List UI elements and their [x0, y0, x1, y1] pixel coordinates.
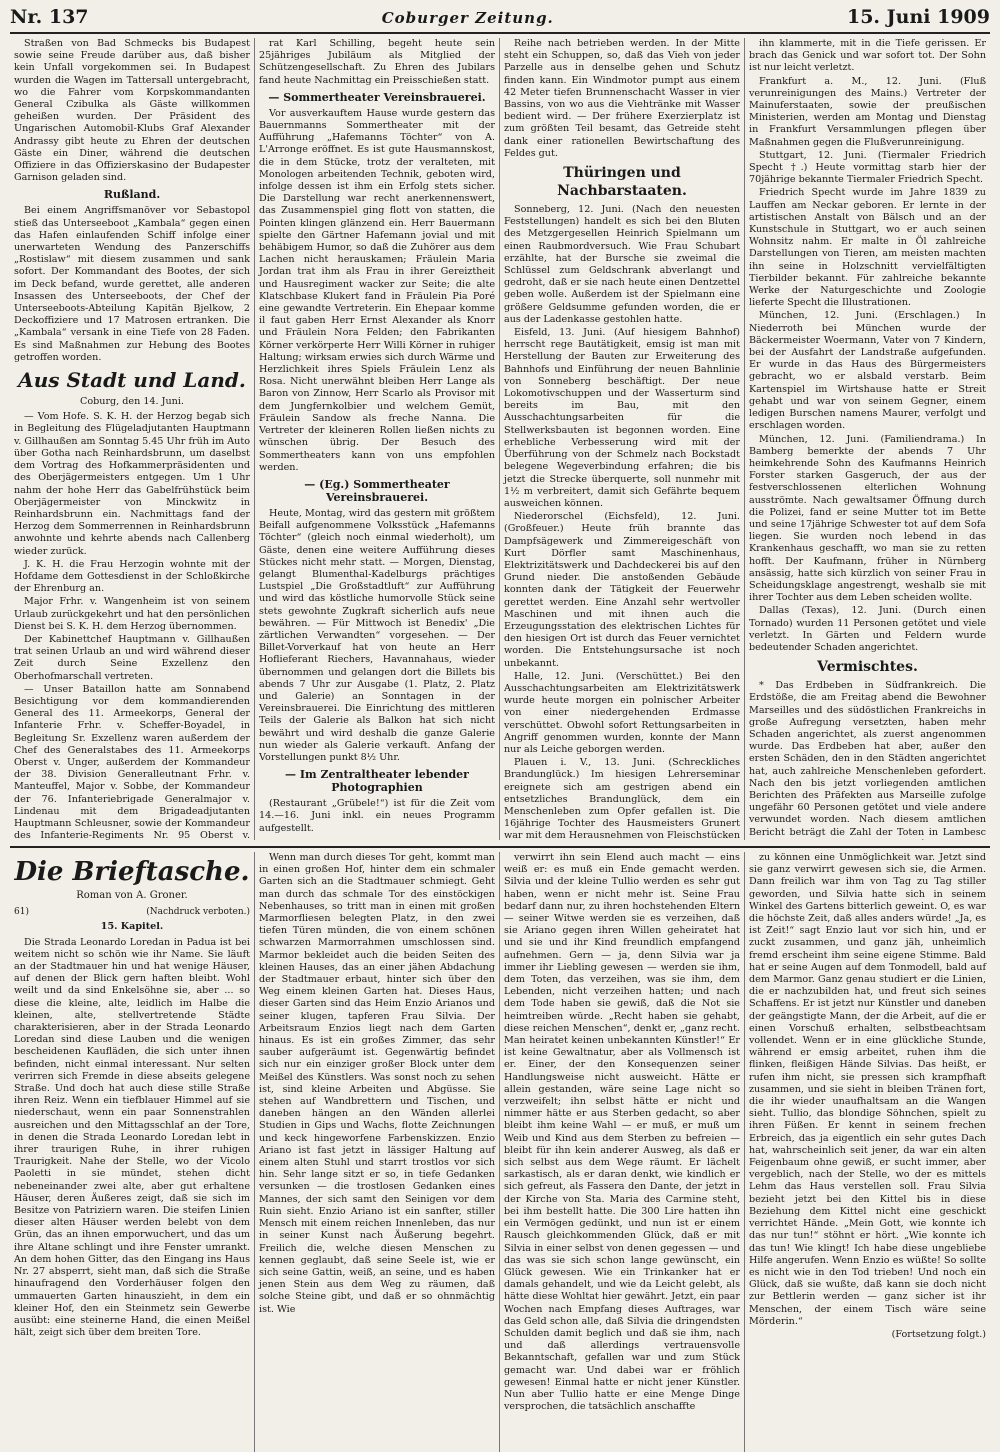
article-text: rat Karl Schilling, begeht heute sein 25jähriges Jubiläum als Mitglied der Schützengesellschaft. Zu Ehren des Jubilars fand heute Nachmittag ein Preisschießen statt.: [259, 38, 495, 86]
article-text: Der Kabinettchef Hauptmann v. Gillhaußen trat seinen Urlaub an und wird während dieser Zeit durch Seine Exzellenz den Oberhofmarschall vertreten.: [14, 633, 250, 682]
section-divider: [10, 846, 990, 848]
article-text: München, 12. Juni. (Erschlagen.) In Niederroth bei München wurde der Bäckermeister Woermann, Vater von 7 Kindern, bei der Ausfahrt der Landstraße aufgefunden. Er wurde in das Haus des Bürgermeisters gebracht, wo er alsbald verstarb. Beim Kartenspiel im Wirtshause hatte er Streit gehabt und war von seinem Gegner, einem ledigen Burschen namens Maurer, verfolgt und erschlagen worden.: [749, 310, 986, 432]
chapter-heading: 15. Kapitel.: [100, 921, 164, 933]
news-column-3: [500, 38, 745, 840]
news-column-1: [10, 38, 255, 840]
novel-text: Die Strada Leonardo Loredan in Padua ist bei weitem nicht so schön wie ihr Name. Sie läuft an der Stadtmauer hin und hat wenige Häuser, auf denen der Blick gern haften bleibt. Wohl weilt und da sind Enkelsöhne sie, aber ... so diese die kleine, alte, leidlich im Halbe die kleinen, alte, stellvertretende Städte charakterisieren, aber in der Strada Leonardo Loredan sind diese Lauben und die wenigen bescheidenen Kaufläden, die sich unter ihnen befinden, nicht einmal interessant. Nur selten verirren sich Fremde in diese abseits gelegene Straße. Und doch hat auch diese stille Straße ihren Reiz. Wenn ein tiefblauer Himmel auf sie niederschaut, wenn ein paar Sonnenstrahlen ausreichen und den Mittagsschlaf an der Tore, in denen die Strada Leonardo Loredan lebt in ihrer traurigen Ruhe, in ihrer ruhigen Traurigkeit. Nahe der Stelle, wo der Vicolo Paoletti in sie mündet, stehen dicht nebeneinander zwei alte, aber gut erhaltene Häuser, deren Äußeres zeigt, daß sie sich im Besitze von Patriziern waren. Die steifen Linien dieser alten Häuser werden belebt von dem Grün, das an ihnen emporwuchert, und das um ihre Altane schlingt und ihre Fenster umrankt. An dem hohen Gitter, das den Eingang ins Haus Nr. 27 absperrt, sieht man, daß sich die Straße hinaufragend den Vorderhäuser folgen den ummauerten Garten hinauszieht, in dem ein kleiner Hof, den ein Steinmetz sein Gewerbe ausübt: eine steinerne Hand, die einen Meißel hält, zeigt sich über dem breiten Tore.: [14, 936, 250, 1339]
issue-number: Nr. 137: [10, 6, 89, 28]
news-section: [10, 38, 990, 840]
article-text: Plauen i. V., 13. Juni. (Schreckliches Brandunglück.) Im hiesigen Lehrerseminar ereignete sich am gestrigen abend ein entsetzliches Brandunglück, dem ein Menschenleben zum Opfer gefallen ist. Die 16jährige Tochter des Hausmeisters Grunert war mit dem Herausnehmen von Fleischstücken: [504, 757, 740, 840]
article-text: (Restaurant „Grübele!“) ist für die Zeit vom 14.—16. Juni inkl. ein neues Programm aufgestellt.: [259, 798, 495, 834]
article-text: Niederorschel (Eichsfeld), 12. Juni. (Großfeuer.) Heute früh brannte das Dampfsägewerk und Zimmereigeschäft von Kurt Dörfler samt Maschinenhaus, Elektrizitätswerk und Dachdeckerei bis auf den Grund nieder. Die anstoßenden Gebäude konnten dank der Tätigkeit der Feuerwehr gerettet werden. Eine Anzahl sehr wertvoller Maschinen und mit ihnen auch die Erzeugungsstation des elektrischen Lichtes für den hiesigen Ort ist durch das Feuer vernichtet worden. Die Entstehungsursache ist noch unbekannt.: [504, 511, 740, 669]
article-text: — Vom Hofe. S. K. H. der Herzog begab sich in Begleitung des Flügeladjutanten Hauptmann v. Gillhaußen am Sonntag 5.45 Uhr früh im Auto über Gotha nach Reinhardsbrunn, um daselbst dem Vortrag des Hofkammerpräsidenten und des Oberjägermeisters entgegen. Um 1 Uhr nahm der hohe Herr das Gabelfrühstück beim Oberjägermeister von Minckwitz in Reinhardsbrunn ein. Nachmittags fand der Herzog dem Sommerrennen in Reinhardsbrunn anwohnte und kehrte abends nach Callenberg wieder zurück.: [14, 411, 250, 557]
section-heading: Thüringen und Nachbarstaaten.: [557, 165, 687, 200]
article-text: — Unser Bataillon hatte am Sonnabend Besichtigung vor dem kommandierenden General des 11. Armeekorps, General der Infanterie Frhr. v. Scheffer-Boyadel, in Begleitung Sr. Exzellenz waren außerdem der Chef des Generalstabes des 11. Armeekorps Oberst v. Unger, außerdem der Kommandeur der 38. Division Generalleutnant Frhr. v. Manteuffel, Major v. Sobbe, der Kommandeur der 76. Infanteriebrigade Generalmajor v. Lindenau mit dem Brigadeadjutanten Hauptmann Schleusner, sowie der Kommandeur des Infanterie-Regiments Nr. 95 Oberst v.: [14, 683, 250, 840]
novel-column-1: [10, 852, 255, 1452]
article-text: J. K. H. die Frau Herzogin wohnte mit der Hofdame dem Gottesdienst in der Schloßkirche der Ehrenburg an.: [14, 558, 250, 595]
feuilleton-section: [10, 852, 990, 1452]
article-text: Stuttgart, 12. Juni. (Tiermaler Friedrich Specht †.) Heute vormittag starb hier der 70jährige bekannte Tiermaler Friedrich Specht.: [749, 149, 986, 186]
article-text: Eisfeld, 13. Juni. (Auf hiesigem Bahnhof) herrscht rege Bautätigkeit, emsig ist man mit Herstellung der Bauten zur Erweiterung des Bahnhofs und Einführung der neuen Bahnlinie von Sonneberg beschäftigt. Der neue Lokomotivschuppen und der Wasserturm sind bereits im Bau, mit den Ausschachtungsarbeiten für die Stellwerksbauten ist begonnen worden. Eine erhebliche Verbesserung wird mit der Überführung von der Schmelz nach Bockstadt belegene Wegeverbindung erfahren; die bis jetzt die Strecke überquerte, soll nunmehr mit 1½ m verbreitert, damit sich Gefährte bequem ausweichen können.: [504, 327, 740, 509]
article-text: Heute, Montag, wird das gestern mit größtem Beifall aufgenommene Volksstück „Hafemanns Töchter“ (gleich noch einmal wiederholt), um Gäste, denen eine weitere Aufführung dieses Stückes nicht mehr statt. — Morgen, Dienstag, gelangt Blumenthal-Kadelburgs prächtiges Lustspiel „Die Großstadtluft“ zur Aufführung und wird das köstliche humorvolle Stück seine stets gewohnte Zugkraft sicherlich aufs neue bewähren. — Für Mittwoch ist Benedix' „Die zärtlichen Verwandten“ vorgesehen. — Der Billet-Vorverkauf hat von heute an Herr Hoflieferant Riechers, Havannahaus, wieder übernommen und gelangen dort die Billets bis abends 7 Uhr zur Ausgabe (1. Platz, 2. Platz und Galerie) an Sonntagen in der Vereinsbrauerei. Die Einrichtung des mittleren Teils der Galerie als Balkon hat sich nicht bewährt und wird deshalb die ganze Galerie nun wieder als Galerie verkauft. Anfang der Vorstellungen punkt 8½ Uhr.: [259, 507, 495, 763]
article-heading: [259, 839, 495, 840]
article-text: ihn klammerte, mit in die Tiefe gerissen. Er brach das Genick und war sofort tot. Der Sohn ist nur leicht verletzt.: [749, 38, 986, 74]
news-column-2: [255, 38, 500, 840]
dateline: Coburg, den 14. Juni.: [80, 396, 184, 408]
novel-text: Wenn man durch dieses Tor geht, kommt man in einen großen Hof, hinter dem ein schmaler Garten sich an die Stadtmauer schmiegt. Geht man durch das schmale Tor des einstöckigen Nebenhauses, so tritt man in einen mit großen Marmorfliesen belegten Platz, in den zwei tiefen Türen münden, die von einem schönen schwarzen Marmorrahmen umschlossen sind. Marmor bekleidet auch die beiden Seiten des kleinen Hauses, das an einer jähen Abdachung der Stadtmauer erbaut, hinter sich über den Weg einem kleinen Garten hat. Dieses Haus, dieser Garten sind das Heim Enzio Arianos und seiner klugen, tapferen Frau Silvia. Der Arbeitsraum Enzios liegt nach dem Garten hinaus. Es ist ein großes Zimmer, das sehr sauber aufgeräumt ist. Gegenwärtig befindet sich nur ein einziger großer Block unter dem Meißel des Künstlers. Was sonst noch zu sehen ist, sind kleine Arbeiten und Abgüsse. Sie stehen auf Wandbrettern und Tischen, und daneben hängen an den Wänden allerlei Studien in Gips und Wachs, flotte Zeichnungen und keck hingeworfene Farbenskizzen. Enzio Ariano ist fast jetzt in lässiger Haltung auf einem alten Stuhl und starrt trostlos vor sich hin. Sehr lange sitzt er so, in tiefe Gedanken versunken — die trostlosen Gedanken eines Mannes, der sich samt den Seinigen vor dem Ruin sieht. Enzio Ariano ist ein sanfter, stiller Mensch mit einem reichen Innenleben, das nur in seiner Kunst nach Äußerung begehrt. Freilich die, welche diesen Menschen zu kennen geglaubt, daß seine Seele ist, wie er sich seine Gattin, weiß, an seine, und es haben jenen Stein aus dem Weg zu räumen, daß solche Steine gibt, und daß er so ohnmächtig ist. Wie: [259, 852, 495, 1315]
novel-column-2: [255, 852, 500, 1452]
article-text: Friedrich Specht wurde im Jahre 1839 zu Lauffen am Neckar geboren. Er lernte in der artistischen Anstalt von Bälsch und an der Kunstschule in Stuttgart, wo er auch seinen Wohnsitz nahm. Er malte in Öl zahlreiche Darstellungen von Tieren, am meisten machten ihn seine in Holzschnitt vervielfältigten Tierbilder bekannt. Für zahlreiche bekannte Werke der Naturgeschichte und Zoologie lieferte Specht die Illustrationen.: [749, 187, 986, 309]
novel-column-4: [745, 852, 990, 1452]
article-text: * Das Erdbeben in Südfrankreich. Die Erdstöße, die am Freitag abend die Bewohner Marseilles und des südöstlichen Frankreichs in große Aufregung versetzten, haben mehr Schaden angerichtet, als zuerst angenommen wurde. Das Erdbeben hat aber, außer den ersten Schäden, den in den Städten angerichtet hat, auch zahlreiche Menschenleben gefordert. Nach den bis jetzt vorliegenden amtlichen Berichten des Präfekten aus Marseille zufolge ungefähr 60 Personen getötet und viele andere verwundet worden. Nach diesem amtlichen Bericht beträgt die Zahl der Toten in Lambesc: [749, 680, 986, 838]
article-heading: — (Eg.) Sommertheater Vereinsbrauerei.: [304, 477, 450, 504]
masthead: [10, 6, 990, 34]
article-text: Reihe nach betrieben werden. In der Mitte steht ein Schuppen, so, daß das Vieh von jeder Parzelle aus in denselbe gehen und Schutz finden kann. Ein Windmotor pumpt aus einem 42 Meter tiefen Brunnenschacht Wasser in vier Bassins, von wo aus die Viehtränke mit Wasser bedient wird. — Der frühere Exerzierplatz ist zum größten Teil besamt, das Getreide steht dank einer rationellen Bewirtschaftung des Feldes gut.: [504, 38, 740, 159]
article-text: Straßen von Bad Schmecks bis Budapest sowie seine Freude darüber aus, daß bisher kein Unfall vorgekommen sei. In Budapest wurden die Wagen im Tattersall untergebracht, wo die Fahrer vom Korpskommandanten General Czibulka als Gäste willkommen geheißen wurden. Der Präsident des Ungarischen Automobil-Klubs Graf Alexander Andrassy gibt heute zu Ehren der deutschen Gäste ein Diner, während die deutschen Offiziere in das Offizierskasino der Budapester Garnison geladen sind.: [14, 38, 250, 184]
newspaper-title: Coburger Zeitung.: [381, 9, 554, 27]
novel-author: Roman von A. Groner.: [76, 890, 188, 901]
novel-title: Die Brieftasche.: [14, 857, 250, 887]
article-text: Major Frhr. v. Wangenheim ist von seinem Urlaub zurückgekehrt und hat den persönlichen Dienst bei S. K. H. dem Herzog übernommen.: [14, 596, 250, 632]
issue-date: 15. Juni 1909: [846, 6, 990, 28]
novel-meta: [14, 906, 250, 918]
article-text: Sonneberg, 12. Juni. (Nach den neuesten Feststellungen) handelt es sich bei den Bluten des Metzgergesellen Heinrich Spielmann um einen Raubmordversuch. Wie Frau Schubart erzählte, hat der Bursche sie zweimal die Schlüssel zum Geldschrank abverlangt und gedroht, daß er sie nach heute einen Dentzettel geben wolle. Außerdem ist der Spielmann eine größere Geldsumme gefunden worden, die er aus der Ladenkasse gestohlen hatte.: [504, 204, 740, 325]
section-heading: Rußland.: [103, 188, 161, 202]
article-text: München, 12. Juni. (Familiendrama.) In Bamberg bemerkte der abends 7 Uhr heimkehrende Sohn des Kaufmanns Heinrich Forster starken Gasgeruch, der aus der festverschlossenen elterlichen Wohnung ausströmte. Nach gewaltsamer Öffnung durch die Polizei, fand er seine Mutter tot im Bette und seine 17jährige Schwester tot auf dem Sofa liegen. Sie wurden noch lebend in das Krankenhaus geschafft, wo man sie zu retten hofft. Der Kaufmann, früher in Nürnberg ansässig, hatte sich kürzlich von seiner Frau in Scheidungsklage angestrengt, weshalb sie mit ihrer Tochter aus dem Leben scheiden wollte.: [749, 433, 986, 604]
novel-text: verwirrt ihn sein Elend auch macht — eins weiß er: es muß ein Ende gemacht werden. Silvia und der kleine Tullio werden es sehr gut haben, wenn er nicht mehr ist. Seine Frau bedarf dann nur, zu ihren hochstehenden Eltern — seiner Witwe werden sie es verzeihen, daß sie Ariano gegen ihren Willen geheiratet hat und sie und ihr Kind freundlich empfangend aufnehmen. Gern — ja, denn Silvia war ja immer ihr Liebling gewesen — werden sie ihm, dem Toten, das verzeihen, was sie ihm, dem Lebenden, nicht verzeihen hatten; und nach dem Tode haben sie gewiß, daß die Not sie heimtreiben würde. „Recht haben sie gehabt, diese reichen Menschen“, denkt er, „ganz recht. Man heiratet keinen unbekannten Künstler!“ Er ist keine Gewaltnatur, aber als Vollmensch ist er. Einer, der den Konsequenzen seiner Handlungsweise nicht ausweicht. Hätte er allein gestanden, wäre seine Lage nicht so verzweifelt; ihn selbst hätte er nicht und nimmer hätte er aus Sterben gedacht, so aber bleibt ihm keine Wahl — er muß, er muß um Weib und Kind aus dem Sterben zu befreien — bleibt für ihn kein anderer Ausweg, als daß er sich selbst aus dem Wege räumt. Er lächelt sarkastisch, als er daran denkt, wie kindlich er sich gefreut, als Fassera den Dante, der jetzt in der Kirche von Sta. Maria des Carmine steht, bei ihm bestellt hatte. Die 300 Lire hatten ihn ein Vermögen gedünkt, und nun ist er einem Rausch gleichkommenden Glück, daß er mit Silvia in einer selbst von denen gegessen — und das was sie sich schon lange gewünscht, ein Glück gewesen. Wie ein Trinkanker hat er damals gehandelt, und wie da Leicht gelebt, als hätte diese Wohltat hier gewährt. Jetzt, ein paar Wochen nach Empfang dieses Auftrages, war das Geld schon alle, daß Silvia die dringendsten Schulden damit beglich und daß sie ihm, nach und daß allerdings vertrauensvolle Bekanntschaft, gefallen war und zum Stück gemacht war. Und dabei war er fröhlich gewesen! Einmal hatte er nicht jener Künstler. Nun aber Tullio hatte er eine Menge Dinge versprochen, die tatsächlich anschaffte: [504, 852, 740, 1413]
article-text: Bei einem Angriffsmanöver vor Sebastopol stieß das Unterseeboot „Kambala“ gegen einen das Hafen einlaufenden Schiff infolge einer unerwarteten Wendung des Panzerschiffs „Rostislaw“ mit diesem zusammen und sank sofort. Der Kommandant des Bootes, der sich im Deck befand, wurde gerettet, alle anderen Insassen des Unterseeboots, der Chef der Unterseeboots-Abteilung Kapitän Bjelkow, 2 Deckoffiziere und 17 Matrosen ertranken. Die „Kambala“ versank in eine Tiefe von 28 Faden. Es sind Maßnahmen zur Hebung des Bootes getroffen worden.: [14, 205, 250, 363]
installment-number: 61): [14, 907, 29, 918]
article-heading: — Im Zentraltheater lebender Photographien: [285, 768, 469, 795]
article-text: Dallas (Texas), 12. Juni. (Durch einen Tornado) wurden 11 Personen getötet und viele verletzt. In Gärten und Feldern wurde bedeutender Schaden angerichtet.: [749, 605, 986, 653]
article-text: Vor ausverkauftem Hause wurde gestern das Bauernmanns Sommertheater mit der Aufführung „Hafemanns Töchter“ von A. L'Arronge eröffnet. Es ist gute Hausmannskost, die in dem Stücke, trotz der veralteten, mit Monologen arbeitenden Technik, geboten wird, infolge dessen ist ihm ein Erfolg stets sicher. Die Darstellung war recht anerkennenswert, das Zusammenspiel ging flott von statten, die Pointen klingen glänzend ein. Herr Bauermann spielte den Gärtner Hafemann jovial und mit behäbigem Humor, so daß die Zuhörer aus dem Lachen nicht herauskamen; Fräulein Maria Jordan trat ihm als Frau in ihrer Gereiztheit und Hausregiment wacker zur Seite; die alte Klatschbase Klukert fand in Fräulein Pia Poré eine gewandte Vertreterin. Ein Ehepaar komme il faut gaben Herr Ernst Alexander als Knorr und Fräulein Nora Felden; den Fabrikanten Körner verkörperte Herr Willi Körner in ruhiger Haltung; wirksam erwies sich durch Wärme und Herzlichkeit ihres Spiels Fräulein Lenz als Rosa. Nicht unerwähnt bleiben Herr Lange als Baron von Zinnow, Herr Scarlo als Provisor mit dem Jungfernkolbier und welchem Gemüt, Fräulein Sandow als freche Nanna. Die Vertreter der kleineren Rollen ließen nichts zu wünschen übrig. Der Besuch des Sommertheaters kann von uns empfohlen werden.: [259, 107, 495, 473]
continuation-note: (Fortsetzung folgt.): [891, 1328, 986, 1340]
section-heading: Vermischtes.: [817, 659, 918, 676]
article-heading: — Sommertheater Vereinsbrauerei.: [268, 90, 486, 104]
copyright-notice: (Nachdruck verboten.): [146, 907, 250, 918]
novel-text: zu können eine Unmöglichkeit war. Jetzt sind sie ganz verwirrt gewesen sich sie, die Armen. Dann freilich war ihm von Tag zu Tag stiller geworden, und Silvia hatte sich in seinem Winkel des Gartens bitterlich geweint. O, es war die höchste Zeit, daß alles anders würde! „Ja, es ist Zeit!“ sagt Enzio laut vor sich hin, und er zuckt zusammen, und ganz jäh, unheimlich fremd erscheint ihm seine eigene Stimme. Bald hat er seine Augen auf dem Tonmodell, bald auf dem Marmor. Ganz genau studiert er die Linien, die er nachzubilden hat, und freut sich seines Schaffens. Er ist jetzt nur Künstler und daneben der geängstigte Mann, der die Arbeit, auf die er einen Vorschuß erhalten, selbstbeachtsam vollendet. Wenn er in eine glückliche Stunde, während er emsig arbeitet, ruhen ihm die flinken, fleißigen Hände Silvias. Das heißt, er rufen ihm nicht, sie pressen sich krampfhaft zusammen, und sie sieht in bleiben Tränen fort, die ihr wieder unaufhaltsam an die Wangen sieht. Tullio, das blondige Söhnchen, spielt zu ihren Füßen. Er kennt in seinem frechen Erbreich, das ja eigentlich ein sehr gutes Dach hat, wahrscheinlich seit jener, da war ein alten Feigenbaum ohne gewiß, er sucht immer, aber vergeblich, nach der Stelle, wo der es mittels Lehm das Haus verstellen soll. Frau Silvia bezieht jetzt bei den Kittel bis in diese Beziehung dem Kittel nicht eine geschickt verrichtet Hände. „Mein Gott, wie konnte ich das nur tun!“ stöhnt er hört. „Wie konnte ich das tun! Wie klingt! Ich habe diese ungebliebe Hilfe angerufen. Wenn Enzio es wüßte! So sollte es nicht wie in den Tod trieben! Und noch ein Glück, daß sie wußte, daß kann sie doch nicht zur Bettlerin werden — ganz sicher ist ihr Menschen, der einem Tisch wäre seine Mörderin.“: [749, 852, 986, 1327]
news-column-4: [745, 38, 990, 840]
novel-column-3: [500, 852, 745, 1452]
article-text: Halle, 12. Juni. (Verschüttet.) Bei den Ausschachtungsarbeiten am Elektrizitätswerk wurde heute morgen ein polnischer Arbeiter von einer niedergehenden Erdmasse verschüttet. Obwohl sofort Rettungsarbeiten in Angriff genommen wurden, konnte der Mann nur als Leiche geborgen werden.: [504, 670, 740, 755]
article-text: Frankfurt a. M., 12. Juni. (Fluß verunreinigungen des Mains.) Vertreter der Mainuferstaaten, sowie der preußischen Ministerien, werden am Montag und Dienstag in Frankfurt Versammlungen pflegen über Maßnahmen gegen die Flußverunreinigung.: [749, 75, 986, 148]
section-heading: Aus Stadt und Land.: [18, 368, 246, 393]
